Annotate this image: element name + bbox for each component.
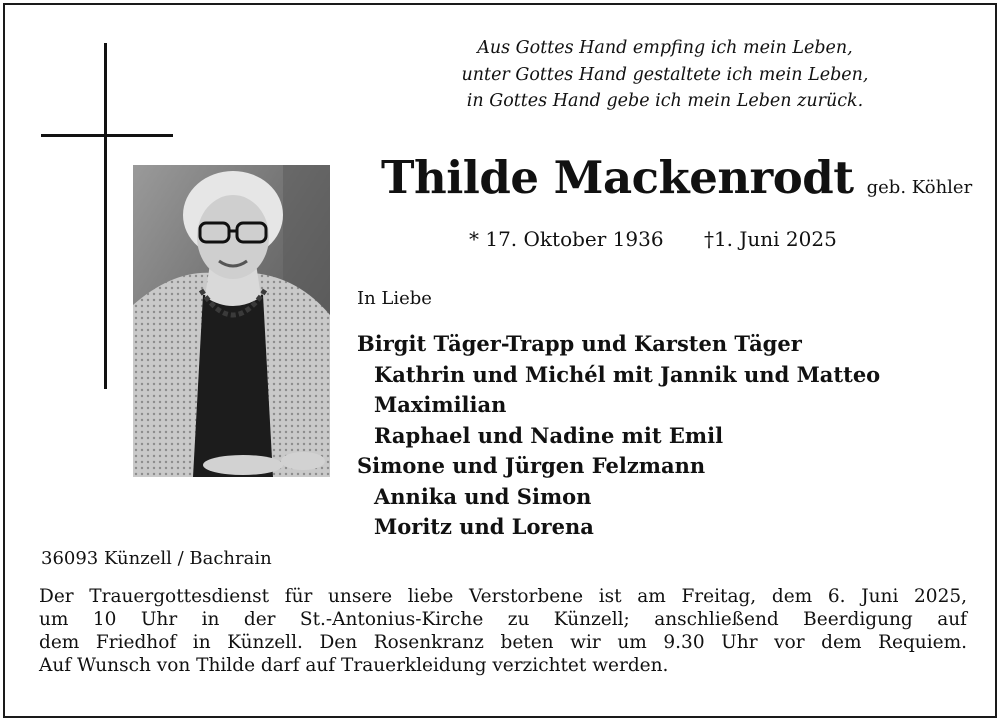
cross-icon-bar [41, 134, 173, 137]
service-line: dem Friedhof in Künzell. Den Rosenkranz beten wir um 9.30 Uhr vor dem Requiem. [39, 632, 967, 653]
verse-line: in Gottes Hand gebe ich mein Leben zurück. [466, 91, 864, 111]
service-announcement [39, 585, 967, 677]
mourner-line: Kathrin und Michél mit Jannik und Matteo [374, 361, 881, 387]
mourner-line: Simone und Jürgen Felzmann [357, 453, 706, 478]
service-line: um 10 Uhr in der St.-Antonius-Kirche zu Künzell; anschließend Beerdigung auf [39, 609, 967, 630]
mourner-line: Annika und Simon [374, 483, 592, 509]
birth-date: * 17. Oktober 1936 [469, 227, 664, 251]
deceased-name-line [381, 151, 972, 204]
mourner-line: Raphael und Nadine mit Emil [374, 422, 724, 448]
service-line: Der Trauergottesdienst für unsere liebe Verstorbene ist am Freitag, dem 6. Juni 2025, [39, 586, 967, 607]
place-of-residence: 36093 Künzell / Bachrain [41, 548, 272, 569]
verse-line: unter Gottes Hand gestaltete ich mein Leben, [461, 64, 869, 85]
service-line: Auf Wunsch von Thilde darf auf Trauerkleidung verzichtet werden. [39, 655, 669, 676]
mourner-line: Maximilian [374, 392, 507, 417]
bible-verse [385, 35, 945, 115]
intro-text: In Liebe [357, 288, 432, 309]
life-dates [469, 227, 837, 251]
cross-icon [104, 43, 107, 389]
mourner-line: Birgit Täger-Trapp und Karsten Täger [357, 331, 802, 356]
mourner-line: Moritz und Lorena [374, 514, 594, 539]
birth-name: geb. Köhler [866, 177, 973, 198]
mourners-list [357, 329, 880, 543]
verse-line: Aus Gottes Hand empfing ich mein Leben, [477, 38, 853, 58]
obituary-notice [3, 3, 997, 718]
death-date: †1. Juni 2025 [703, 227, 837, 251]
portrait-photo [133, 165, 330, 477]
deceased-name: Thilde Mackenrodt [381, 151, 854, 204]
